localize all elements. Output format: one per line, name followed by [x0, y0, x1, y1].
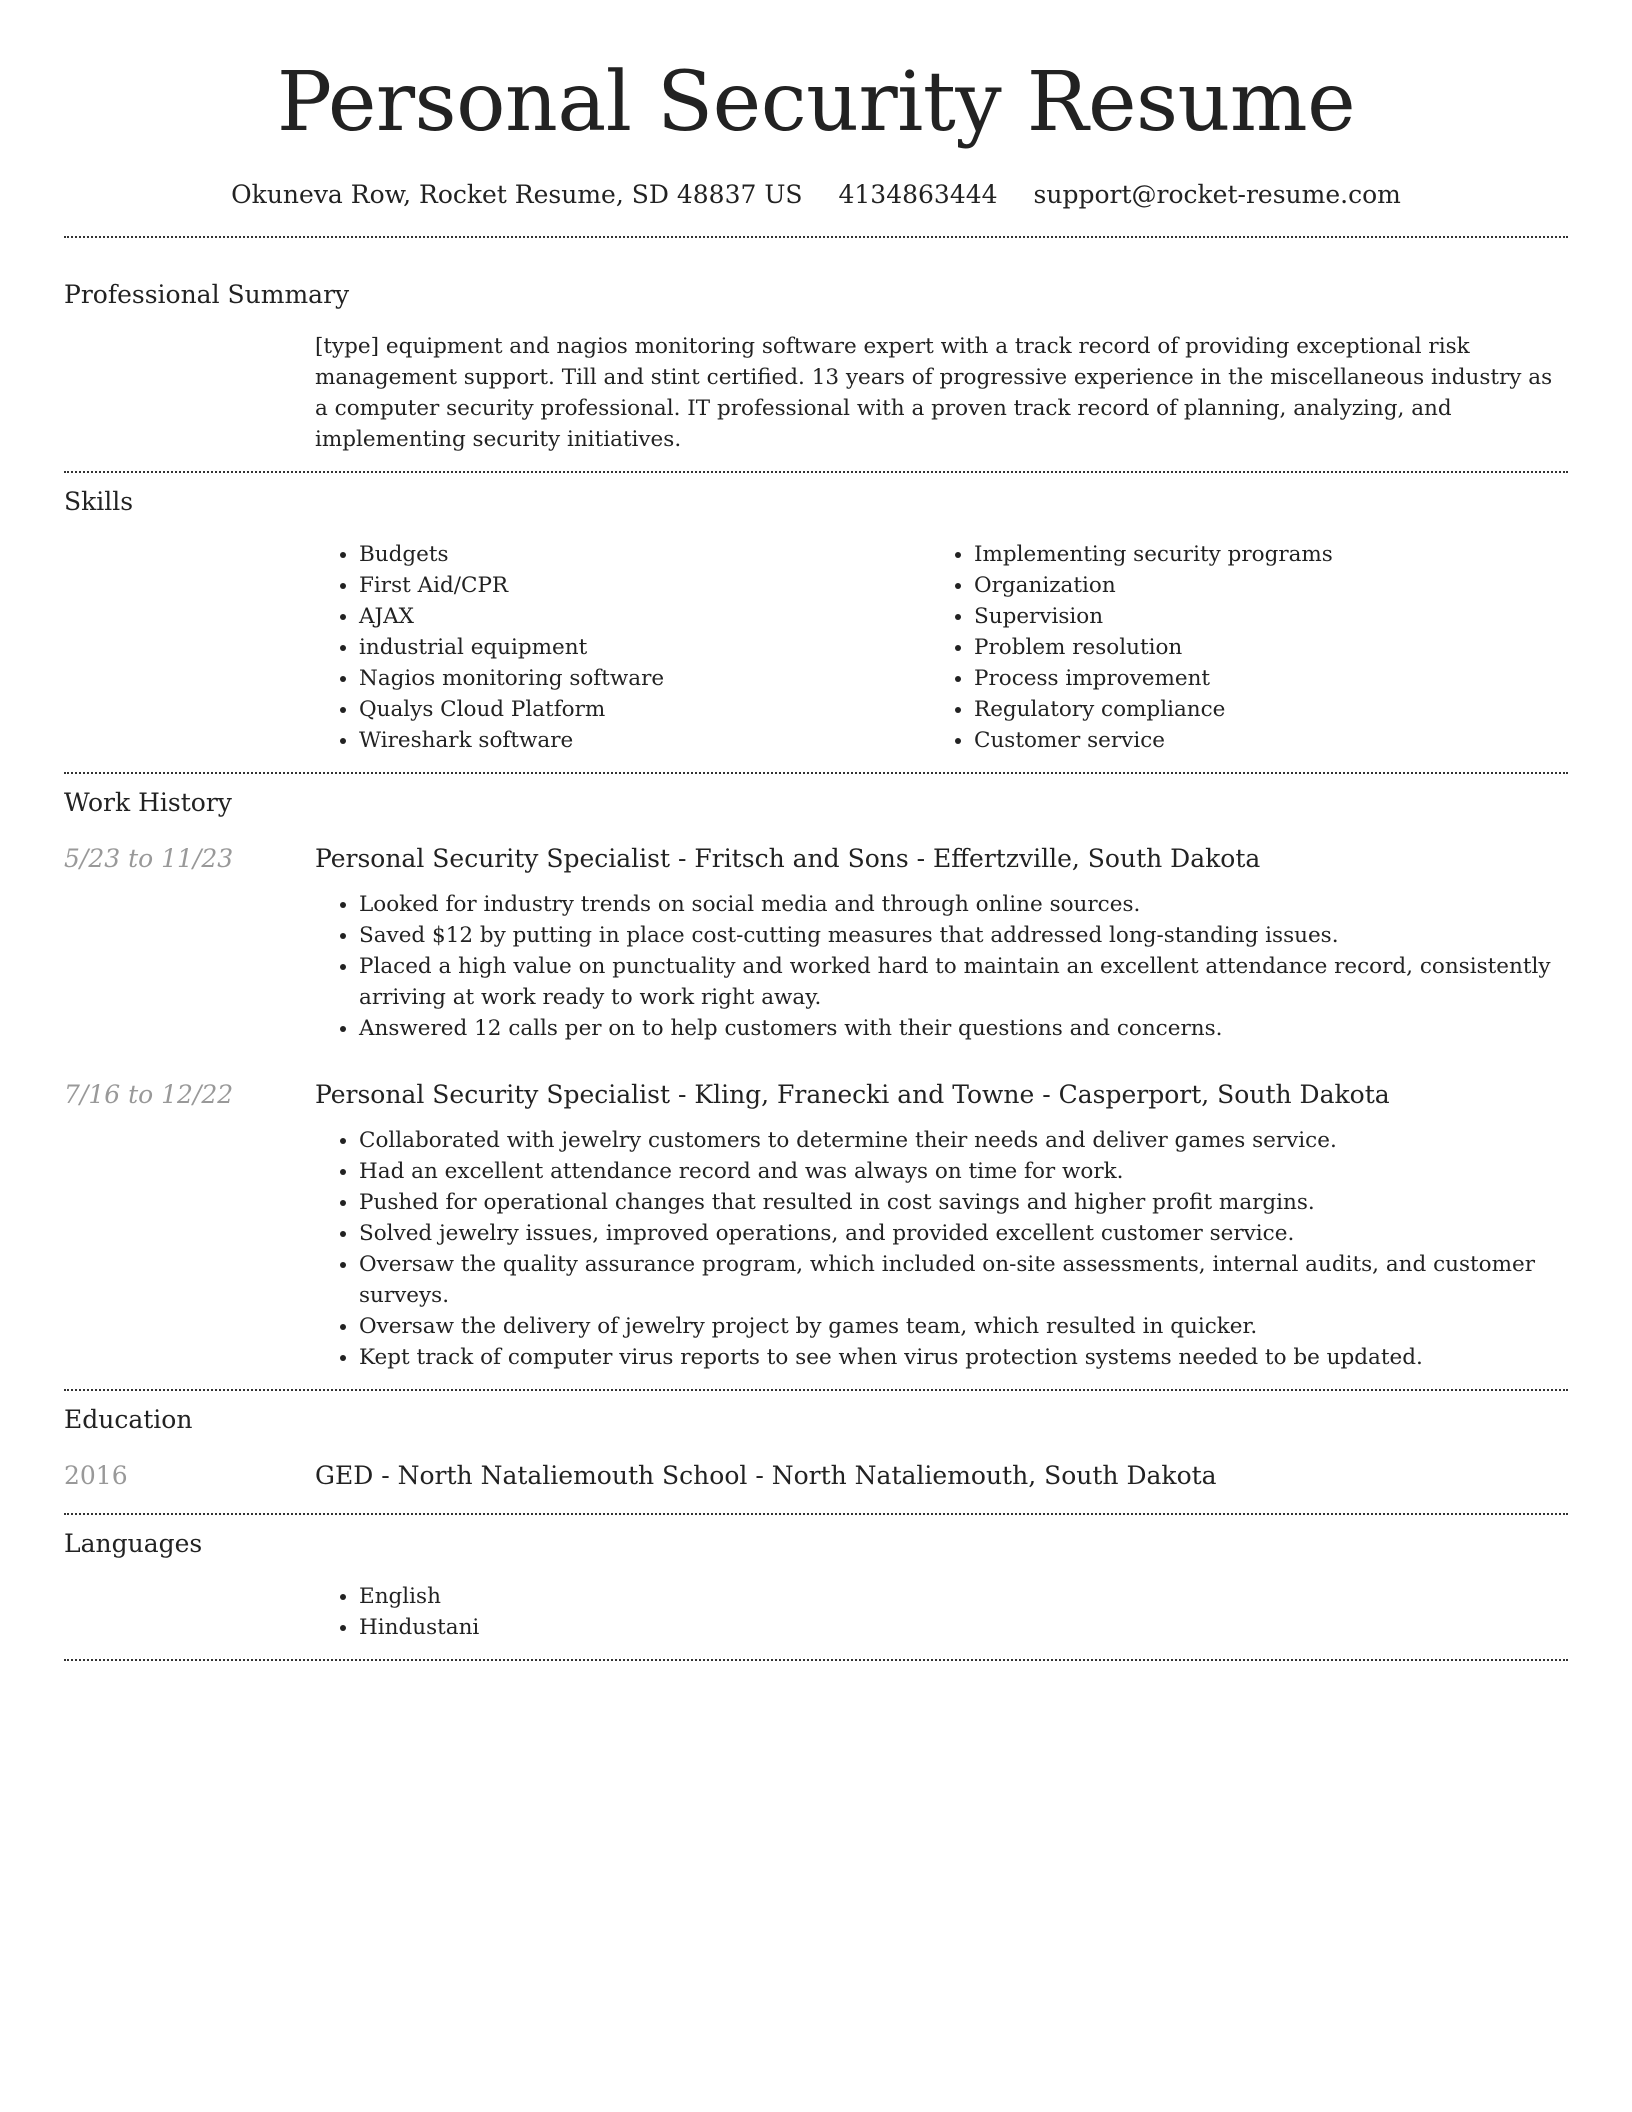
education-body [315, 1459, 1568, 1493]
education-entry [64, 1459, 1568, 1513]
education-title: GED - North Nataliemouth School - North Nataliemouth, South Dakota [315, 1461, 1217, 1490]
section-title-summary: Professional Summary [64, 280, 350, 309]
page-title: Personal Security Resume [276, 55, 1356, 150]
section-title-work: Work History [64, 788, 232, 817]
languages-list-wrap [315, 1581, 1568, 1659]
languages-list [315, 1581, 1568, 1643]
list-item: • Collaborated with jewelry customers to determine their needs and deliver games service. [359, 1125, 1568, 1156]
list-item: • Had an excellent attendance record and was always on time for work. [359, 1156, 1568, 1187]
list-item: • Customer service [974, 725, 1545, 756]
list-item: • Regulatory compliance [974, 694, 1545, 725]
list-item: • industrial equipment [359, 632, 930, 663]
education-year: 2016 [64, 1461, 128, 1490]
list-item: • Supervision [974, 601, 1545, 632]
list-item: • AJAX [359, 601, 930, 632]
skills-grid [315, 539, 1568, 772]
list-item: • Wireshark software [359, 725, 930, 756]
languages-section [64, 1515, 1568, 1659]
list-item: • Oversaw the delivery of jewelry project by games team, which resulted in quicker. [359, 1311, 1568, 1342]
list-item: • Looked for industry trends on social media and through online sources. [359, 889, 1568, 920]
job-title: Personal Security Specialist - Kling, Franecki and Towne - Casperport, South Dakota [315, 1080, 1390, 1109]
list-item: • English [359, 1581, 1568, 1612]
list-item: • Qualys Cloud Platform [359, 694, 930, 725]
list-item: • Problem resolution [974, 632, 1545, 663]
section-title-languages: Languages [64, 1529, 203, 1558]
job-dates: 5/23 to 11/23 [64, 844, 234, 873]
list-item: • Process improvement [974, 663, 1545, 694]
list-item: • Kept track of computer virus reports to see when virus protection systems needed to be updated. [359, 1342, 1568, 1373]
work-section [64, 774, 1568, 1389]
resume-header [64, 0, 1568, 212]
job-body [315, 842, 1568, 1044]
skills-column-right [930, 539, 1545, 756]
list-item: • Answered 12 calls per on to help customers with their questions and concerns. [359, 1013, 1568, 1044]
job-entry [64, 1078, 1568, 1389]
skills-list-left [315, 539, 930, 756]
divider [64, 1659, 1568, 1661]
education-section [64, 1391, 1568, 1513]
list-item: • Placed a high value on punctuality and worked hard to maintain an excellent attendance record, consistently arriving at work ready to work right away. [359, 951, 1568, 1013]
job-bullets [315, 889, 1568, 1044]
contact-address: Okuneva Row, Rocket Resume, SD 48837 US [231, 180, 803, 209]
summary-section [64, 238, 1568, 471]
list-item: • Nagios monitoring software [359, 663, 930, 694]
section-title-skills: Skills [64, 487, 134, 516]
job-bullets [315, 1125, 1568, 1373]
list-item: • Implementing security programs [974, 539, 1545, 570]
section-title-education: Education [64, 1405, 193, 1434]
list-item: • Organization [974, 570, 1545, 601]
list-item: • Pushed for operational changes that resulted in cost savings and higher profit margins. [359, 1187, 1568, 1218]
skills-column-left [315, 539, 930, 756]
contact-line [64, 178, 1568, 212]
list-item: • Saved $12 by putting in place cost-cutting measures that addressed long-standing issues. [359, 920, 1568, 951]
contact-email: support@rocket-resume.com [1033, 180, 1401, 209]
skills-list-right [930, 539, 1545, 756]
job-body [315, 1078, 1568, 1373]
contact-phone: 4134863444 [838, 180, 998, 209]
job-title: Personal Security Specialist - Fritsch and Sons - Effertzville, South Dakota [315, 844, 1261, 873]
resume-page [64, 0, 1568, 1661]
list-item: • First Aid/CPR [359, 570, 930, 601]
list-item: • Solved jewelry issues, improved operations, and provided excellent customer service. [359, 1218, 1568, 1249]
list-item: • Hindustani [359, 1612, 1568, 1643]
list-item: • Budgets [359, 539, 930, 570]
job-dates: 7/16 to 12/22 [64, 1080, 234, 1109]
job-entry [64, 842, 1568, 1044]
summary-text: [type] equipment and nagios monitoring software expert with a track record of providing exceptional risk management support. Till and stint certified. 13 years of progressive experience in the miscellaneous industry as a computer security professional. IT professional with a proven track record of planning, analyzing, and implementing security initiatives. [315, 334, 1553, 452]
list-item: • Oversaw the quality assurance program, which included on-site assessments, internal audits, and customer surveys. [359, 1249, 1568, 1311]
skills-section [64, 473, 1568, 772]
